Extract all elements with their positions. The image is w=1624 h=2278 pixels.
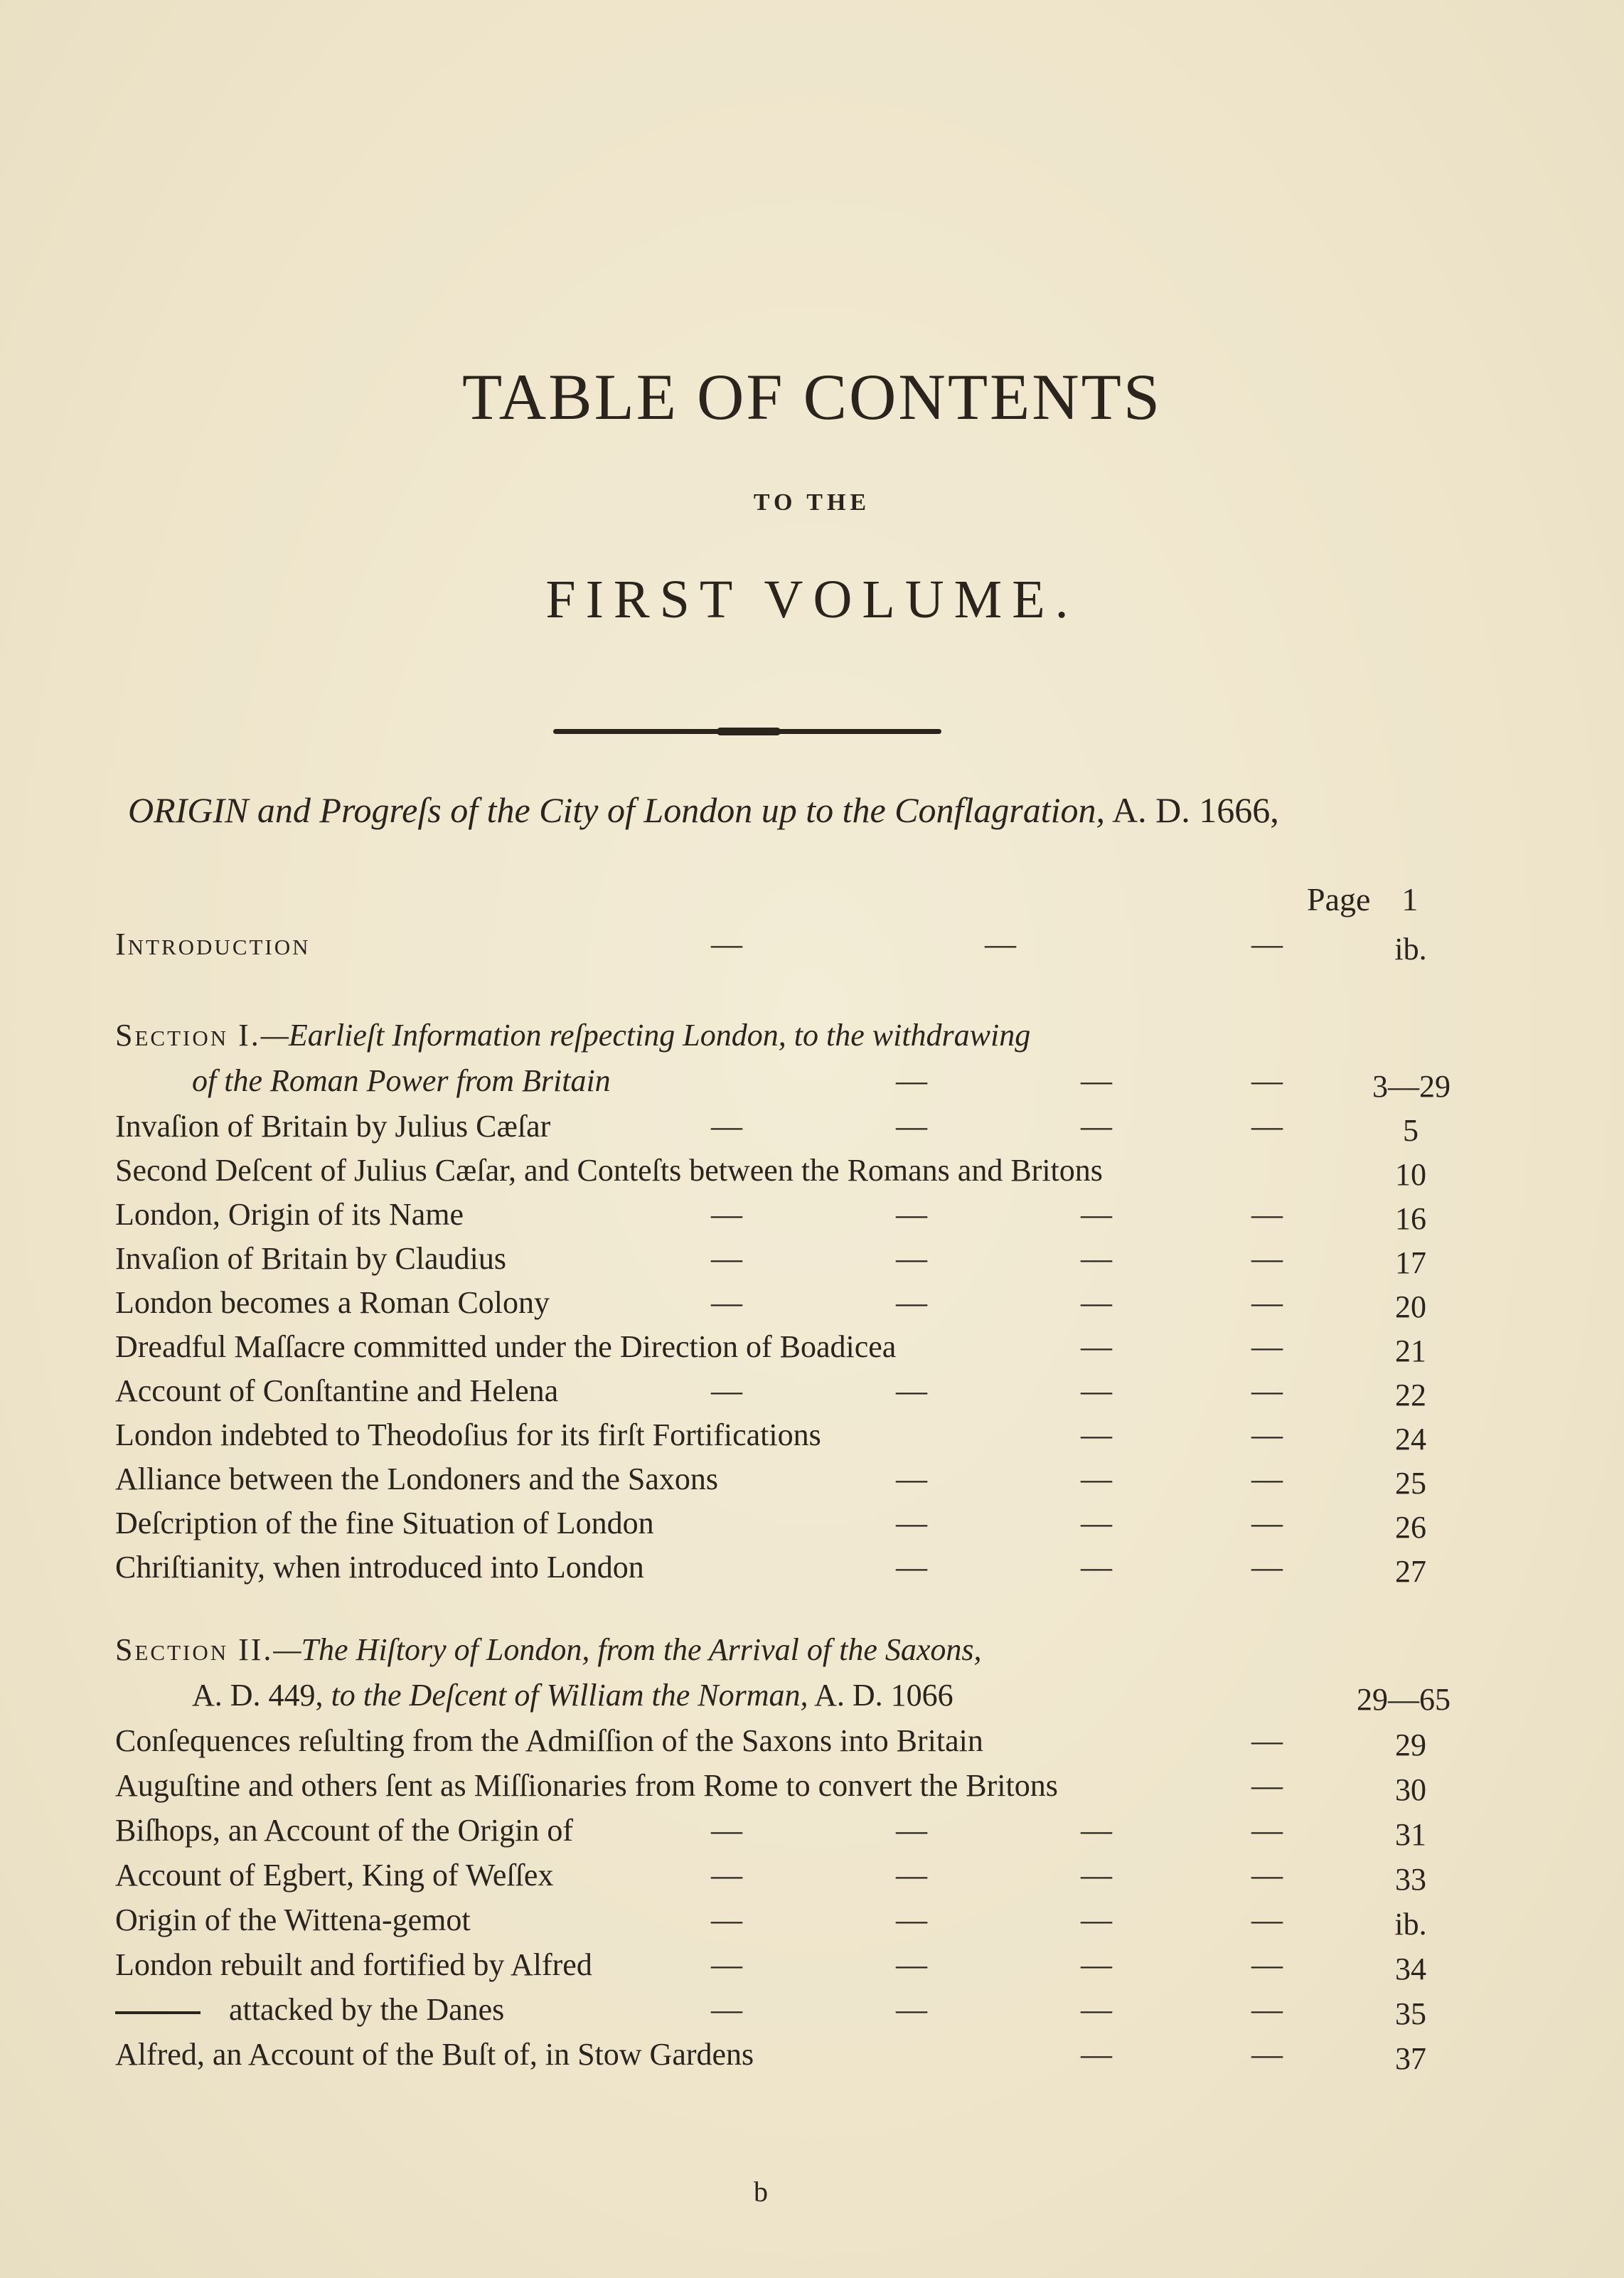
heading-date: A. D. 1666, <box>1112 790 1279 830</box>
leader-dash: — <box>1251 1768 1283 1803</box>
volume-title: FIRST VOLUME. <box>545 570 1079 629</box>
leader-dash: — <box>1081 1506 1112 1540</box>
section-1-heading-cont: of the Roman Power from Britain <box>192 1063 611 1098</box>
ditto-rule <box>115 2011 201 2014</box>
toc-page-number: 33 <box>1395 1862 1426 1897</box>
leader-dash: — <box>711 927 742 962</box>
leader-dash: — <box>1081 1992 1112 2027</box>
section-1-heading: Section I.—Earlieſt Information reſpecting London, to the withdrawing <box>115 1018 1031 1053</box>
leader-dash: — <box>711 1902 742 1937</box>
toc-entry-label: Alliance between the Londoners and the Saxons <box>115 1462 718 1496</box>
leader-dash: — <box>1251 1947 1283 1982</box>
toc-page-number: 29 <box>1395 1728 1426 1762</box>
leader-dash: — <box>1081 1329 1112 1364</box>
leader-dash: — <box>1081 1109 1112 1144</box>
toc-entry-label: Account of Egbert, King of Weſſex <box>115 1858 554 1893</box>
leader-dash: — <box>1251 1109 1283 1144</box>
toc-entry-label: attacked by the Danes <box>115 1989 504 2031</box>
leader-dash: — <box>896 1550 927 1585</box>
leader-dash: — <box>896 1285 927 1320</box>
heading-text: ORIGIN and Progreſs of the City of London up to the Conflagration, <box>128 790 1106 830</box>
toc-page-number: 34 <box>1395 1952 1426 1986</box>
leader-dash: — <box>1081 1462 1112 1496</box>
leader-dash: — <box>1251 1417 1283 1452</box>
leader-dash: — <box>1251 927 1283 962</box>
toc-page-number: 20 <box>1395 1289 1426 1324</box>
leader-dash: — <box>896 1109 927 1144</box>
section-2-pages: 29—65 <box>1357 1682 1451 1717</box>
leader-dash: — <box>896 1947 927 1982</box>
toc-introduction: Introduction <box>115 927 311 962</box>
leader-dash: — <box>1081 2037 1112 2072</box>
leader-dash: — <box>1251 1858 1283 1893</box>
leader-dash: — <box>711 1285 742 1320</box>
leader-dash: — <box>1251 1506 1283 1540</box>
toc-page-number: 24 <box>1395 1422 1426 1457</box>
toc-page-number: 27 <box>1395 1554 1426 1589</box>
section-2-heading-cont: A. D. 449, to the Deſcent of William the Norman, A. D. 1066 <box>192 1678 953 1713</box>
leader-dash: — <box>1251 2037 1283 2072</box>
leader-dash: — <box>711 1109 742 1144</box>
leader-dash: — <box>896 1063 927 1098</box>
toc-entry-label: Deſcription of the fine Situation of London <box>115 1506 654 1540</box>
toc-entry-label: Invaſion of Britain by Claudius <box>115 1241 506 1276</box>
leader-dash: — <box>896 1858 927 1893</box>
leader-dash: — <box>711 1197 742 1232</box>
toc-page-number: 21 <box>1395 1334 1426 1368</box>
page-title: TABLE OF CONTENTS <box>461 361 1163 433</box>
leader-dash: — <box>1251 1197 1283 1232</box>
leader-dash: — <box>711 1813 742 1848</box>
leader-dash: — <box>1251 1992 1283 2027</box>
toc-entry-label: London rebuilt and fortified by Alfred <box>115 1947 592 1982</box>
toc-entry-label: Auguſtine and others ſent as Miſſionaries from Rome to convert the Britons <box>115 1768 1058 1803</box>
leader-dash: — <box>1081 1813 1112 1848</box>
leader-dash: — <box>896 1373 927 1408</box>
leader-dash: — <box>711 1992 742 2027</box>
leader-dash: — <box>1251 1723 1283 1758</box>
contents-heading <box>128 789 1279 831</box>
page-column-label: Page 1 <box>1307 881 1419 917</box>
leader-dash: — <box>896 1506 927 1540</box>
toc-page-number: 17 <box>1395 1245 1426 1280</box>
toc-entry-label: Account of Conſtantine and Helena <box>115 1373 559 1408</box>
leader-dash: — <box>1081 1197 1112 1232</box>
leader-dash: — <box>711 1373 742 1408</box>
toc-entry-label: London, Origin of its Name <box>115 1197 464 1232</box>
toc-page-number: 31 <box>1395 1817 1426 1852</box>
leader-dash: — <box>1251 1285 1283 1320</box>
leader-dash: — <box>1081 1947 1112 1982</box>
toc-entry-label: London becomes a Roman Colony <box>115 1285 550 1320</box>
toc-page-number: 16 <box>1395 1201 1426 1236</box>
leader-dash: — <box>711 1241 742 1276</box>
toc-page-number: 22 <box>1395 1378 1426 1412</box>
toc-page-number: 10 <box>1395 1157 1426 1192</box>
leader-dash: — <box>1081 1417 1112 1452</box>
leader-dash: — <box>896 1813 927 1848</box>
leader-dash: — <box>1251 1373 1283 1408</box>
toc-entry-label: Second Deſcent of Julius Cæſar, and Conteſts between the Romans and Britons <box>115 1153 1103 1188</box>
toc-entry-label: Alfred, an Account of the Buſt of, in Stow Gardens <box>115 2037 754 2072</box>
toc-entry-label: Chriſtianity, when introduced into London <box>115 1550 644 1585</box>
leader-dash: — <box>1081 1063 1112 1098</box>
leader-dash: — <box>1081 1373 1112 1408</box>
ornamental-rule <box>553 729 941 734</box>
leader-dash: — <box>1081 1550 1112 1585</box>
leader-dash: — <box>1251 1550 1283 1585</box>
leader-dash: — <box>1081 1902 1112 1937</box>
toc-page-number: 37 <box>1395 2041 1426 2076</box>
leader-dash: — <box>1251 1063 1283 1098</box>
leader-dash: — <box>896 1197 927 1232</box>
toc-page-number: 25 <box>1395 1466 1426 1501</box>
toc-entry-label: Biſhops, an Account of the Origin of <box>115 1813 574 1848</box>
page-subtitle: TO THE <box>753 489 871 516</box>
leader-dash: — <box>1251 1329 1283 1364</box>
leader-dash: — <box>1251 1902 1283 1937</box>
leader-dash: — <box>896 1992 927 2027</box>
toc-entry-label: Invaſion of Britain by Julius Cæſar <box>115 1109 551 1144</box>
section-2-heading: Section II.—The Hiſtory of London, from the Arrival of the Saxons, <box>115 1632 982 1667</box>
toc-page-number: 30 <box>1395 1772 1426 1807</box>
toc-entry-label: London indebted to Theodoſius for its firſt Fortifications <box>115 1417 821 1452</box>
leader-dash: — <box>896 1902 927 1937</box>
leader-dash: — <box>1081 1241 1112 1276</box>
toc-page-number: 35 <box>1395 1996 1426 2031</box>
toc-page-number: ib. <box>1394 932 1427 967</box>
signature-mark: b <box>754 2176 768 2208</box>
leader-dash: — <box>985 927 1016 962</box>
leader-dash: — <box>1251 1462 1283 1496</box>
leader-dash: — <box>896 1462 927 1496</box>
leader-dash: — <box>711 1858 742 1893</box>
section-1-pages: 3—29 <box>1372 1069 1451 1104</box>
toc-entry-label: Origin of the Wittena-gemot <box>115 1902 471 1937</box>
toc-page-number: ib. <box>1394 1907 1427 1942</box>
leader-dash: — <box>1081 1858 1112 1893</box>
leader-dash: — <box>1081 1285 1112 1320</box>
toc-entry-label: Conſequences reſulting from the Admiſſion of the Saxons into Britain <box>115 1723 983 1758</box>
toc-page-number: 26 <box>1395 1510 1426 1545</box>
leader-dash: — <box>1251 1813 1283 1848</box>
leader-dash: — <box>1251 1241 1283 1276</box>
toc-entry-label: Dreadful Maſſacre committed under the Direction of Boadicea <box>115 1329 897 1364</box>
leader-dash: — <box>711 1947 742 1982</box>
leader-dash: — <box>896 1241 927 1276</box>
toc-page-number: 5 <box>1403 1113 1419 1148</box>
